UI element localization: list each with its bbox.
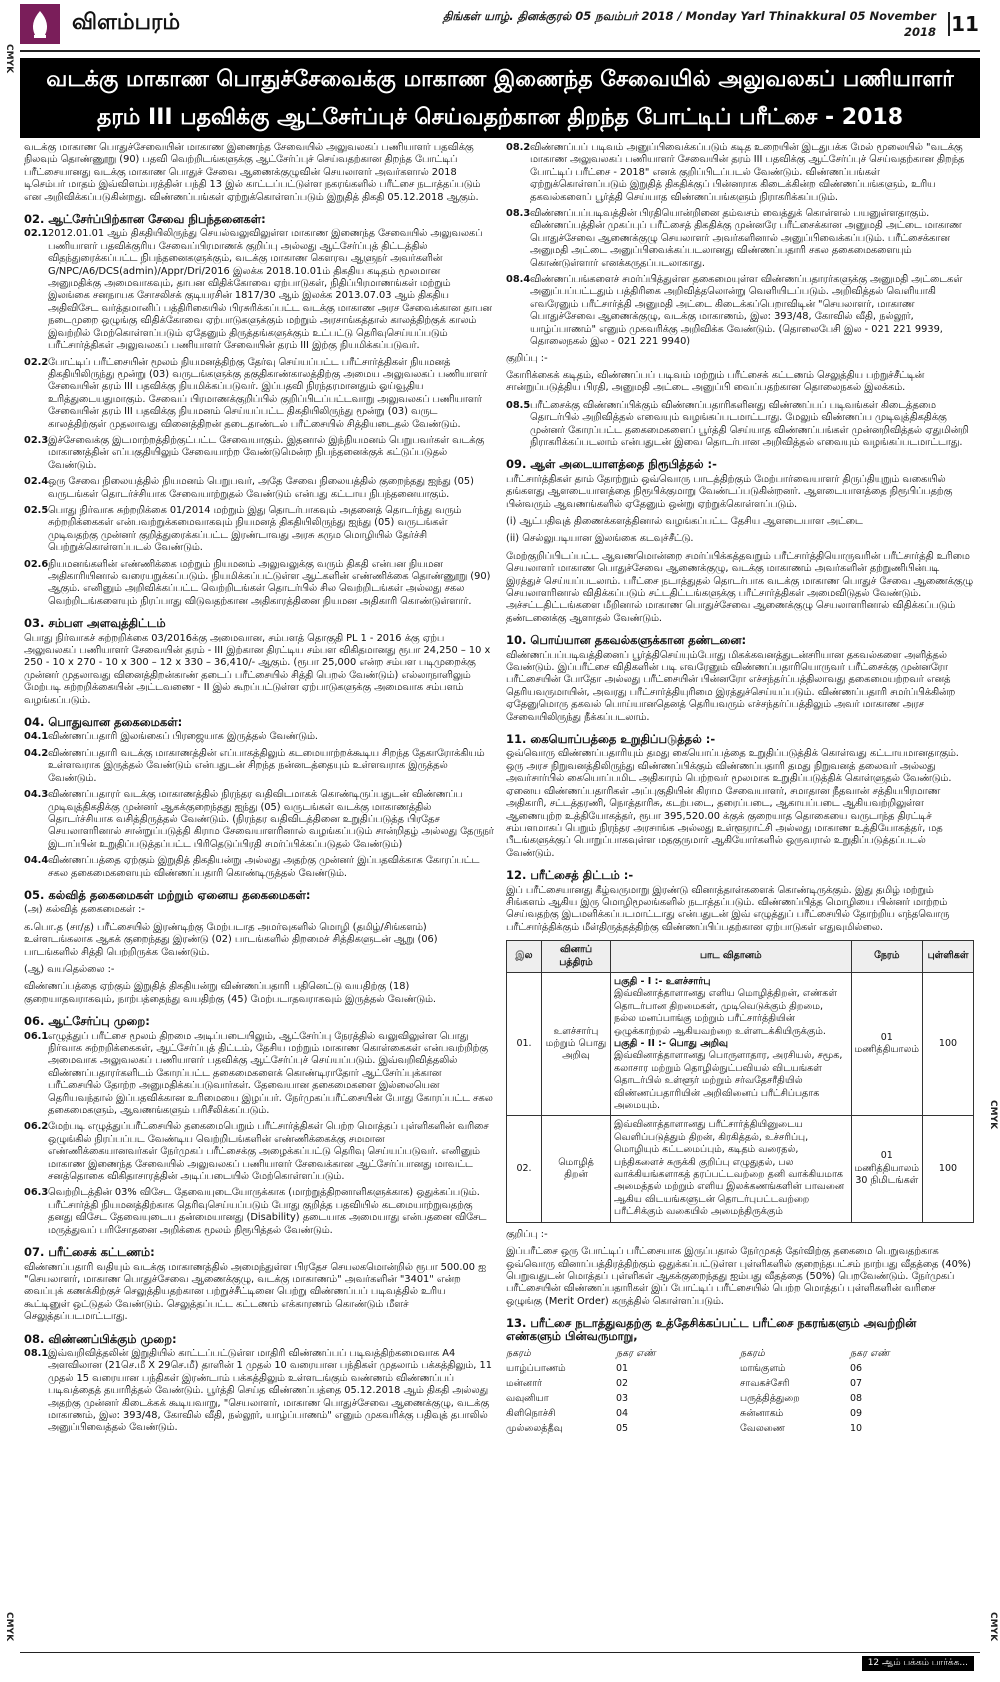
clause-text: எழுத்துப் பரீட்சை மூலம் திறமை அடிப்படையிலும், ஆட்சேர்ப்பு நேரத்தில் வலுவிலுள்ள பொது நிர்வாக சுற்றறிக்கைகள், ஆட்சேர்ப்புத் திட்டம், தேசிய மற்றும் மாகாண கொள்கைகள் என்பவற்றிற்கு அமைவாக அலுவலகப் பணியாளர் பதவிக்கு ஆட்சேர்ப்புச் செய்யப்படும். இவ்வறிவித்தலில் விண்ணப்பதாரர்களிடம் கோரப்பட்ட தகைமைகளைக் கொண்டிராதோர் ஆட்சேர்ப்புக்கான பரீட்சையில் தோற்ற அனுமதிக்கப்படுவார்கள். தேவையான தகைமைகளை இல்லையென தெரியவந்தால் இப்பதவிக்கான உரிமையை இழப்பர். நேர்முகப்பரீட்சையின் போது கோரப்பட்ட சகல தகைமைகளும், ஆவணங்களும் பரிசீலிக்கப்படும். xyxy=(48,1030,493,1117)
col-header-marks: புள்ளிகள் xyxy=(923,941,974,973)
newspaper-logo-icon xyxy=(20,4,60,44)
list-item xyxy=(740,1361,974,1376)
clause-number: 02.5 xyxy=(24,504,49,516)
age-limit-label: (ஆ) வயதெல்லை :- xyxy=(24,963,115,975)
centers-header xyxy=(740,1346,974,1361)
list-item xyxy=(506,1421,740,1436)
row-paper: உளச்சார்பு மற்றும் பொது அறிவு xyxy=(542,972,611,1115)
clause-number: 06.2 xyxy=(24,1121,49,1133)
dateline: திங்கள் யாழ். தினக்குரல் 05 நவம்பர் 2018 / Monday Yarl Thinakkural 05 November 2018 xyxy=(442,9,936,39)
note-1-label: குறிப்பு :- xyxy=(506,352,548,364)
section-05-heading: 05. கல்வித் தகைமைகள் மற்றும் ஏனைய தகைமைகள்: xyxy=(24,887,311,902)
clause-text: 2012.01.01 ஆம் திகதியிலிருந்து செயல்வலுவிலுள்ள மாகாண இணைந்த சேவையில் அலுவலகப் பணியாளர் பதவிக்குரிய சேவைப்பிரமாணக் குறிப்பு அல்லது ஆட்சேர்ப்புத் திட்டத்தில் விதந்துரைக்கப்பட்ட நிபந்தனைகளுக்கும், வடக்கு மாகாண கௌரவ ஆளுநர் அவர்களின் G/NPC/A6/DCS(admin)/Appr/Dri/2016 இலக்க 2018.10.01ம் திகதிய கடிதம் மூலமான அனுமதிக்கு அமைவாகவும், தாபன விதிக்கோவை ஏற்பாடுகள், நிதிப்பிரமாணங்கள் மற்றும் இலங்கை சனநாயக சோசலிசக் குடியரசின் 1817/30 ஆம் இலக்க 2013.07.03 ஆம் திகதிய அதிவிசேட வர்த்தமானிப் பத்திரிகையில் பிரசுரிக்கப்பட்ட வடக்கு மாகாண அரச சேவைக்கான தாபன நடைமுறை ஒழுங்கு விதிக்கோவை ஏற்பாடுகளுக்கும் மற்றும் அரசாங்கத்தால் காலத்திற்குக் காலம் இவற்றில் மேற்கொள்ளப்படும் ஏதேனும் திருத்தங்களுக்கும் உட்பட்டு தெரிவுசெய்யப்படும் பரீட்சார்த்திகள் அலுவலகப் பணியாளர் சேவையின் தரம் III இற்கு நியமிக்கப்படுவர். xyxy=(48,228,492,352)
cmyk-mark-top-right: CMYK xyxy=(988,1100,998,1130)
city-code: 06 xyxy=(850,1362,863,1374)
part-1-text: இவ்வினாத்தாளானது எளிய மொழித்திறன், எண்கள் தொடர்பான திறமைகள், முடிவெடுக்கும் திறமை, நல்ல மனப்பாங்கு மற்றும் பரீட்சார்த்தியின் ஒழுக்காற்றல் ஆகியவற்றை உள்ளடக்கியிருக்கும். xyxy=(614,988,837,1037)
clause-number: 04.1 xyxy=(24,731,49,743)
clause-text: விண்ணப்பப் படிவம் அனுப்பிவைக்கப்படும் கடித உறையின் இடதுபக்க மேல் மூலையில் "வடக்கு மாகாண அலுவலகப் பணியாளர் சேவையின் தரம் III பதவிக்கு ஆட்சேர்ப்புச் செய்வதற்கான திறந்த போட்டிப் பரீட்சை - 2018" எனக் குறிப்பிடப்படல் வேண்டும். விண்ணப்பங்கள் ஏற்றுக்கொள்ளப்படும் இறுதித் திகதிக்குப் பின்னராக கிடைக்கின்ற விண்ணப்பங்களும், உரிய தகவல்களைப் பூர்த்தி செய்யாத விண்ணப்பங்களும் நிராகரிக்கப்படும். xyxy=(530,142,965,203)
exam-scheme-table xyxy=(506,940,974,1223)
city-code: 01 xyxy=(616,1362,629,1374)
list-item xyxy=(740,1376,974,1391)
clause-number: 02.2 xyxy=(24,356,49,368)
code-header: நகர எண் xyxy=(850,1347,890,1359)
salary-scale-text: பொது நிர்வாகச் சுற்றறிக்கை 03/2016க்கு அமைவான, சம்பளத் தொகுதி PL 1 - 2016 க்கு ஏற்ப அலுவலகப் பணியாளர் சேவையின் தரம் - III இற்கான திரட்டிய சம்பள விகிதமானது ரூபா 24,250 – 10 x 250 - 10 x 270 - 10 x 300 – 12 x 330 – 36,410/- ஆகும். (ரூபா 25,000 என்ற சம்பள படிமுறைக்கு முன்னர் முதலாவது வினைத்திறன்காண் தடைப் பரீட்சையில் சித்தி பெறல் வேண்டும்) எல்லாநாளிலும் மேற்படி சுற்றறிக்கையின் அட்டவணை - II இல் கூறப்பட்டுள்ள ஏற்பாடுகளுக்கு அமைவாக சம்பளம் வழங்கப்படும். xyxy=(24,632,491,706)
clause-text: இச்சேவைக்கு இடமாற்றத்திற்குட்பட்ட சேவையாகும். இதனால் இந்நியமனம் பெறுபவர்கள் வடக்கு மாகாணத்தின் எப்பகுதியிலும் சேவையாற்ற வேண்டுமென்ற நிபந்தனைக்குக் கட்டுப்படுதல் வேண்டும். xyxy=(48,434,485,471)
section-06-heading: 06. ஆட்சேர்ப்பு முறை: xyxy=(24,1014,150,1029)
clause-number: 08.4 xyxy=(506,274,531,286)
list-item xyxy=(506,1361,740,1376)
clause-number: 02.3 xyxy=(24,434,49,446)
col-header-paper: வினாப் பத்திரம் xyxy=(542,941,611,973)
city-name: சுன்னாகம் xyxy=(740,1407,784,1419)
exam-scheme-text: இப் பரீட்சையானது கீழ்வருமாறு இரண்டு வினாத்தாள்களைக் கொண்டிருக்கும். இது தமிழ் மற்றும் சிங்களம் ஆகிய இரு மொழிமூலங்களில் நடாத்தப்படும். விண்ணப்பித்த மொழியை பின்னர் மாற்றம் செய்வதற்கு இடமளிக்கப்படமாட்டாது என்பதுடன் இவ் எழுத்துப் பரீட்சையில் தோற்றிய எந்தவொரு பரீட்சார்த்திக்கும் மீள்திருத்தத்திற்கு விண்ணப்பிப்பதற்கான ஏற்பாடுகள் எதுவுமில்லை. xyxy=(506,884,950,933)
row-syllabus xyxy=(611,972,852,1115)
section-02-heading: 02. ஆட்சேர்ப்பிற்கான சேவை நிபந்தனைகள்: xyxy=(24,212,266,227)
section-12-heading: 12. பரீட்சைத் திட்டம் :- xyxy=(506,868,634,883)
note-2-label: குறிப்பு :- xyxy=(506,1228,548,1240)
clause-number: 08.5 xyxy=(506,399,531,411)
clause-text: இவ்வறிவித்தலின் இறுதியில் காட்டப்பட்டுள்ள மாதிரி விண்ணப்பப் படிவத்திற்கமைவாக A4 அளவிலான (21செ.மீ X 29செ.மீ) தாளின் 1 முதல் 10 வரையான பந்திகள் முதலாம் பக்கத்திலும், 11 முதல் 15 வரையான பந்திகள் இரண்டாம் பக்கத்திலும் உள்ளடங்கும் வண்ணம் விண்ணப்பப் படிவத்தைத் தயாரித்தல் வேண்டும். பூர்த்தி செய்த விண்ணப்பத்தை 05.12.2018 ஆம் திகதி அல்லது அதற்கு முன்னர் கிடைக்கக் கூடியவாறு, "செயலாளர், மாகாண பொதுச்சேவை ஆணைக்குழு, வடக்கு மாகாணம், இல: 393/48, கோவில் வீதி, நல்லூர், யாழ்ப்பாணம்" எனும் முகவரிக்கு பதிவுத் தபாலில் அனுப்பிவைத்தல் வேண்டும். xyxy=(48,1347,492,1434)
clause-08-5 xyxy=(506,400,974,450)
list-item xyxy=(740,1391,974,1406)
centers-group-right xyxy=(740,1346,974,1436)
clause-02-2 xyxy=(24,357,494,431)
city-name: மன்னார் xyxy=(506,1377,542,1389)
clause-02-1 xyxy=(24,228,494,352)
clause-number: 02.6 xyxy=(24,558,49,570)
clause-06-2 xyxy=(24,1121,494,1183)
clause-text: விண்ணப்பப்படிவத்தின் பிரதியொன்றினை தம்வசம் வைத்துக் கொள்ளல் பயனுள்ளதாகும். விண்ணப்பத்தின் முகப்புப் பரீட்சைத் திகதிக்கு முன்னரே பரீட்சைக்கான அனுமதி அட்டை மாகாண பொதுச்சேவை ஆணைக்குழு செயலாளர் அவர்களினால் அனுப்பிவைக்கப்படும். பரீட்சைக்கான அனுமதி அட்டை அனுப்பிவைக்கப்படலானது விண்ணப்பதாரி சகல தகைமைகளையும் கொண்டுள்ளார் எனக்கருதப்படலாகாது. xyxy=(530,208,962,269)
clause-number: 08.2 xyxy=(506,142,531,153)
city-code: 04 xyxy=(616,1407,629,1419)
col-header-no: இல xyxy=(507,941,542,973)
clause-text: விண்ணப்பதாரி இலங்கைப் பிரஜையாக இருத்தல் வேண்டும். xyxy=(48,731,319,743)
cmyk-mark-top-left: CMYK xyxy=(4,44,14,74)
identity-doc-2: (ii) செல்லுபடியான இலங்கை கடவுச்சீட்டு. xyxy=(506,533,694,545)
city-code: 07 xyxy=(850,1377,863,1389)
section-09-heading: 09. ஆள் அடையாளத்தை நிரூபித்தல் :- xyxy=(506,457,717,472)
clause-text: பரீட்சைக்கு விண்ணப்பிக்கும் விண்ணப்பதாரிகளினது விண்ணப்பப் படிவங்கள் கிடைத்தமை தொடர்பில் அறிவித்தல் எவையும் வழங்கப்படமாட்டாது. மேலும் விண்ணப்ப முடிவுத்திகதிக்கு முன்னர் கோரப்பட்ட தகைமைகளைப் பூர்த்தி செய்யாத விண்ணப்பங்கள் முன்னறிவித்தல் ஏதுமின்றி நிராகரிக்கப்படலாம் என்பதுடன் இவை தொடர்பான அறிவித்தல் எவையும் வழங்கப்படமாட்டாது. xyxy=(530,399,969,448)
false-info-text: விண்ணப்பப்படிவத்தினைப் பூர்த்திசெய்யும்போது மிகக்கவனத்துடன்சரியான தகவல்களை அளித்தல் வேண்டும். இப்பரீட்சை விதிகளின் படி எவரேனும் விண்ணப்பதாரியொருவர் பரீட்சைக்கு முன்னரோ பரீட்சையின் போதோ அல்லது பரீட்சையின் பின்னரோ எச்சந்தர்ப்பத்திலாவது தகைமையற்றவர் எனத் தெரியவருமாயின், அவரது பரீட்சார்த்தியுரிமை இரத்துச்செய்யப்படும். விண்ணப்பதாரி சமர்ப்பிக்கின்ற ஏதேனுமொரு தகவல் பொய்யானதெனத் தெரியவரும் எச்சந்தர்ப்பத்திலும் அவர் மாகாண அரச சேவையிலிருந்து நீக்கப்படலாம். xyxy=(506,649,956,723)
clause-text: வெற்றிடத்தின் 03% விசேட தேவையுடையோருக்காக (மாற்றுத்திறனாளிகளுக்காக) ஒதுக்கப்படும். பரீட்சார்த்தி நியமனத்திற்காக தெரிவுசெய்யப்படும் போது குறித்த பதவியில் கடமையாற்றுவதற்கு தனது விசேட தேவையுடைய தன்மையானது (Disability) தடையாக அமையாது என்பதனை விசேட மருத்துவப் பரிசோதனை அறிக்கை மூலம் நிரூபித்தல் வேண்டும். xyxy=(48,1187,487,1236)
list-item xyxy=(506,1376,740,1391)
section-11-heading: 11. கையொப்பத்தை உறுதிப்படுத்தல் :- xyxy=(506,732,716,747)
clause-number: 02.4 xyxy=(24,476,49,488)
identity-text-2: மேற்குறிப்பிடப்பட்ட ஆவணமொன்றை சமர்ப்பிக்கத்தவறும் பரீட்சார்த்தியொருவரின் பரீட்சார்த்தி உரிமை செயலாளர் மாகாண பொதுச்சேவை ஆணைக்குழு, வடக்கு மாகாணம் அவர்களின் தற்றுணிபின்படி இரத்துச் செய்யப்படலாம். பரீட்சை நடாத்துதல் தொடர்பாக வடக்கு மாகாண பொதுச் சேவை ஆணைக்குழு செயலாளரினால் விதிக்கப்படும் சட்டதிட்டங்களுக்கு பரீட்சார்த்திகள் அமைவிடுதல் வேண்டும். அச்சட்டதிட்டங்களை மீறினால் மாகாண பொதுச்சேவை ஆணைக்குழு செயலாளரினால் விதிக்கப்படும் தண்டனைக்கு ஆளாதல் வேண்டும். xyxy=(506,550,973,624)
age-limit-text: விண்ணப்பத்தை ஏற்கும் இறுதித் திகதியன்று விண்ணப்பதாரி பதினெட்டு வயதிற்கு (18) குறையாதவராகவும், நாற்பத்தைந்து வயதிற்கு (45) மேற்படாதவராகவும் இருத்தல் வேண்டும். xyxy=(24,981,436,1005)
section-name: விளம்பரம் xyxy=(72,10,181,35)
section-10-heading: 10. பொய்யான தகவல்களுக்கான தண்டனை: xyxy=(506,633,747,648)
exam-centers xyxy=(506,1346,974,1436)
city-name: கிளிநொச்சி xyxy=(506,1407,556,1419)
section-08-heading: 08. விண்ணப்பிக்கும் முறை: xyxy=(24,1331,177,1346)
city-name: யாழ்ப்பாணம் xyxy=(506,1362,566,1374)
row-syllabus: இவ்வினாத்தாளானது பரீட்சார்த்தியினுடைய வெளிப்படுத்தும் திறன், கிரகித்தல், உச்சரிப்பு, மொழியும் கட்டமைப்பும், கடிதம் வரைதல், பந்திகளைச் சுருக்கி குறிப்பு எழுதுதல், பல வாக்கியங்களாகத் தரப்பட்டவற்றை தனி வாக்கியமாக அமைத்தல் மற்றும் எளிய இலக்கணங்களின் பாவனை ஆகிய விடயங்களுடன் தொடர்புபட்டவற்றை பரீட்சிக்கும் வகையில் அமைந்திருக்கும் xyxy=(611,1116,852,1222)
city-name: சாவகச்சேரி xyxy=(740,1377,790,1389)
section-07-heading: 07. பரீட்சைக் கட்டணம்: xyxy=(24,1245,155,1260)
list-item xyxy=(506,1391,740,1406)
clause-04-1 xyxy=(24,731,494,743)
row-marks: 100 xyxy=(923,1116,974,1222)
clause-number: 04.3 xyxy=(24,789,49,801)
clause-number: 08.3 xyxy=(506,208,531,220)
exam-fee-text: விண்ணப்பதாரி வதியும் வடக்கு மாகாணத்தில் அமைந்துள்ள பிரதேச செயலகமொன்றில் ரூபா 500.00 ஐ "செயலாளர், மாகாண பொதுச்சேவை ஆணைக்குழு, வடக்கு மாகாணம்" அவர்களின் "3401" என்ற வைப்புக் கணக்கிற்குச் செலுத்தியதற்கான பற்றுச்சீட்டினை பெற்று விண்ணப்பப் படிவத்தில் உரிய கூட்டினுள் ஒட்டுதல் வேண்டும். செலுத்தப்பட்ட கட்டணம் எக்காரணம் கொண்டும் மீளச் செலுத்தப்படமாட்டாது. xyxy=(24,1261,486,1323)
clause-text: ஒரு சேவை நிலையத்தில் நியமனம் பெறுபவர், அதே சேவை நிலையத்தில் குறைந்தது ஐந்து (05) வருடங்கள் தொடர்ச்சியாக சேவையாற்றுதல் வேண்டும் என்பது கட்டாய நிபந்தனையாகும். xyxy=(48,476,474,500)
clause-text: பொது நிர்வாக சுற்றறிக்கை 01/2014 மற்றும் இது தொடர்பாகவும் அதனைத் தொடர்ந்து வரும் சுற்றறிக்கைகள் என்பவற்றுக்கமைவாகவும் நியமனத் திகதியிலிருந்து ஐந்து (05) வருடங்கள் முடிவதற்கு முன்னர் குறித்துரைக்கப்பட்ட இரண்டாவது அரசு கரும மொழியில் தேர்ச்சி பெற்றுக்கொள்ளப்படல் வேண்டும். xyxy=(48,504,462,554)
clause-02-3 xyxy=(24,435,494,472)
city-name: வவுனியா xyxy=(506,1392,549,1404)
city-code: 02 xyxy=(616,1377,629,1389)
city-name: பருத்தித்துறை xyxy=(740,1392,800,1404)
headline-line-2: தரம் III பதவிக்கு ஆட்சேர்ப்புச் செய்வதற்கான திறந்த போட்டிப் பரீட்சை - 2018 xyxy=(96,105,904,130)
clause-text: விண்ணப்பத்தை ஏற்கும் இறுதித் திகதியன்று அல்லது அதற்கு முன்னர் இப்பதவிக்காக கோரப்பட்ட சகல தகைமைகளையும் விண்ணப்பதாரி கொண்டிருத்தல் வேண்டும். xyxy=(48,855,480,879)
clause-number: 02.1 xyxy=(24,228,49,240)
city-name: வேலணை xyxy=(740,1422,785,1434)
city-name: மாங்குளம் xyxy=(740,1362,786,1374)
city-code: 03 xyxy=(616,1392,629,1404)
clause-text: போட்டிப் பரீட்சையின் மூலம் நியமனத்திற்கு தேர்வு செய்யப்பட்ட பரீட்சார்த்திகள் நியமனத் திகதியிலிருந்து மூன்று (03) வருடங்களுக்கு தகுதிகாண்காலத்திற்கு அமைய அலுவலகப் பணியாளர் சேவையின் தரம் III பதவிக்கு நியமிக்கப்படுவர். இப்பதவி நிரந்தரமானதும் ஓய்வூதிய உரித்துடையதுமாகும். சேவைப் பிரமாணக்குறிப்பில் குறிப்பிடப்பட்டவாறு அலுவலகப் பணியாளர் சேவையின் தரம் III பதவிக்கு நியமனம் செய்யப்பட்ட திகதியிலிருந்து மூன்று (03) வருட காலத்திற்குள் முதலாவது வினைத்திறன் தடைதாண்டல் பரீட்சையில் சித்தியடைதல் வேண்டும். xyxy=(48,356,488,430)
clause-text: நியமனங்களின் எண்ணிக்கை மற்றும் நியமனம் அலுவலுக்கு வரும் திகதி என்பன நியமன அதிகாரியினால் வரையறுக்கப்படும். நியமிக்கப்பட்டுள்ள ஆட்களின் எண்ணிக்கை தொண்ணூறு (90) ஆகும். எனினும் அறிவிக்கப்பட்ட வெற்றிடங்கள் தொடர்பில் சில வெற்றிடங்கள் அல்லது சகல வெற்றிடங்களையும் நிரப்பாது விடுவதற்கான அதிகாரத்தினை நியமன அதிகாரி கொண்டுள்ளார். xyxy=(48,558,491,607)
clause-08-1 xyxy=(24,1348,494,1435)
col-header-time: நேரம் xyxy=(851,941,922,973)
masthead-rule xyxy=(20,50,980,52)
clause-number: 06.3 xyxy=(24,1187,49,1199)
right-column xyxy=(506,142,974,1648)
table-row xyxy=(507,972,974,1115)
headline-line-1: வடக்கு மாகாண பொதுச்சேவைக்கு மாகாண இணைந்த சேவையில் அலுவலகப் பணியாளர் xyxy=(46,67,954,92)
centers-group-left xyxy=(506,1346,740,1436)
city-code: 09 xyxy=(850,1407,863,1419)
row-marks: 100 xyxy=(923,972,974,1115)
note-1-text: கோரிக்கைக் கடிதம், விண்ணப்பப் படிவம் மற்றும் பரீட்சைக் கட்டணம் செலுத்திய பற்றுச்சீட்டின் சான்றுப்படுத்திய பிரதி, அனுமதி அட்டை அனுப்பி வைப்பதற்கான தொலைநகல் இலக்கம். xyxy=(506,369,925,394)
note-2-text: இப்பரீட்சை ஒரு போட்டிப் பரீட்சையாக இருப்பதால் நேர்முகத் தேர்விற்கு தகைமை பெறுவதற்காக ஒவ்வொரு வினாப்பத்திரத்திற்கும் ஒதுக்கப்பட்டுள்ள புள்ளிகளில் குறைந்தபட்சம் நாற்பது வீதத்தை (40%) பெறுவதுடன் மொத்தப் புள்ளிகள் ஆகக்குறைந்தது ஐம்பது வீதத்தை (50%) பெறவேண்டும். நேர்முகப் பரீட்சையின் விண்ணப்பதாரிகள் இப் போட்டிப் பரீட்சையில் பெற்ற மொத்தப் புள்ளிகளின் வரிசை ஒழுங்கு (Merit Order) கருத்தில் கொள்ளப்படும். xyxy=(506,1246,971,1307)
table-row xyxy=(507,1116,974,1222)
education-label: (அ) கல்வித் தகைமைகள் :- xyxy=(24,904,145,916)
clause-text: விண்ணப்பதாரி வடக்கு மாகாணத்தின் எப்பாகத்திலும் கடமையாற்றக்கூடிய சிறந்த தேகாரோக்கியம் உள்ளவராக இருத்தல் வேண்டும் என்பதுடன் சிறந்த நன்னடத்தையும் உள்ளவராக இருத்தல் வேண்டும். xyxy=(48,747,485,784)
city-code: 08 xyxy=(850,1392,863,1404)
intro-paragraph: வடக்கு மாகாண பொதுச்சேவையின் மாகாண இணைந்த சேவையில் அலுவலகப் பணியாளர் பதவிக்கு நிலவும் தொண்ணூறு (90) பதவி வெற்றிடங்களுக்கு ஆட்சேர்ப்புச் செய்வதற்கான திறந்த போட்டிப் பரீட்சையானது வடக்கு மாகாண பொதுச் சேவை ஆணைக்குழுவின் செயலாளர் அவர்களால் 2018 டிசெம்பர் மாதம் இவ்விளம்பரத்தின் பந்தி 13 இல் காட்டப்பட்டுள்ள நகரங்களில் பரீட்சை நடாத்தப்படும் என அறிவிக்கப்படுகின்றது. விண்ணப்பங்கள் ஏற்றுக்கொள்ளப்படும் இறுதித் திகதி 05.12.2018 ஆகும். xyxy=(24,142,481,203)
clause-04-4 xyxy=(24,855,494,880)
section-03-heading: 03. சம்பள அளவுத்திட்டம் xyxy=(24,616,166,631)
clause-08-3 xyxy=(506,208,974,270)
clause-number: 04.4 xyxy=(24,855,49,867)
row-no: 02. xyxy=(507,1116,542,1222)
clause-08-2 xyxy=(506,142,974,204)
clause-02-5 xyxy=(24,505,494,555)
clause-text: விண்ணப்பதாரர் வடக்கு மாகாணத்தில் நிரந்தர வதிவிடமாகக் கொண்டிருப்பதுடன் விண்ணப்ப முடிவுத்திகதிக்கு முன்னர் ஆகக்குறைந்தது ஐந்து (05) வருடங்கள் வடக்கு மாகாணத்தில் தொடர்ச்சியாக வசித்திருத்தல் வேண்டும். (நிரந்தர வதிவிடத்தினை உறுதிப்படுத்த பிரதேச செயலாளரினால் சான்றுப்படுத்தி கிராம சேவையாளரினால் வழங்கப்படும் சான்றிதழ் அல்லது தேருநர் இடாப்பின் உறுதிப்படுத்தப்பட்ட பிரிதெடுப்பிரதி சமர்ப்பிக்கப்படுதல் வேண்டும்) xyxy=(48,789,494,850)
clause-number: 08.1 xyxy=(24,1347,49,1359)
education-text: க.பொ.த (சா/த) பரீட்சையில் இரண்டிற்கு மேற்படாத அமர்வுகளில் மொழி (தமிழ்/சிங்களம்) உள்ளடங்கலாக ஆகக் குறைந்தது இரண்டு (02) பாடங்களில் திறமைச் சித்திகளுடன் ஆறு (06) பாடங்களில் சித்தி பெற்றிருக்க வேண்டும். xyxy=(24,921,438,958)
left-column xyxy=(24,142,494,1648)
clause-02-6 xyxy=(24,559,494,609)
part-1-title: பகுதி - I :- உளச்சார்பு xyxy=(614,975,711,987)
footer-rule xyxy=(20,1652,980,1653)
clause-number: 06.1 xyxy=(24,1030,49,1042)
clause-06-1 xyxy=(24,1031,494,1118)
clause-02-4 xyxy=(24,476,494,501)
city-code: 05 xyxy=(616,1422,629,1434)
clause-text: விண்ணப்பங்களைச் சமர்ப்பித்துள்ள தகைமையுள்ள விண்ணப்பதாரர்களுக்கு அனுமதி அட்டைகள் அனுப்பப்பட்டதும் பத்திரிகை அறிவித்தலொன்று வெளியிடப்படும். அறிவித்தல் வெளியாகி எவரேனும் பரீட்சார்த்தி அனுமதி அட்டை கிடைக்கப்பெறாவிடின் "செயலாளர், மாகாண பொதுச்சேவை ஆணைக்குழு, வடக்கு மாகாணம், இல: 393/48, கோவில் வீதி, நல்லூர், யாழ்ப்பாணம்" எனும் முகவரிக்கு அறிவிக்க வேண்டும். (தொலைபேசி இல - 021 221 9939, தொலைநகல் இல - 021 221 9940) xyxy=(530,274,963,348)
headline-banner xyxy=(20,58,980,138)
list-item xyxy=(506,1406,740,1421)
section-13-heading: 13. பரீட்சை நடாத்துவதற்கு உத்தேசிக்கப்பட்ட பரீட்சை நகரங்களும் அவற்றின் எண்களும் பின்வருமாறு, xyxy=(506,1316,917,1343)
clause-04-3 xyxy=(24,789,494,851)
clause-06-3 xyxy=(24,1187,494,1237)
centers-header xyxy=(506,1346,740,1361)
clause-text: மேற்படி எழுத்துப்பரீட்சையில் தகைமைபெறும் பரீட்சார்த்திகள் பெற்ற மொத்தப் புள்ளிகளின் வரிசை ஒழுங்கில் நிரப்பப்பட வேண்டிய வெற்றிடங்களின் எண்ணிக்கைக்கு சமமான எண்ணிக்கையானவர்கள் நேர்முகப் பரீட்சைக்கு அழைக்கப்பட்டு தெரிவு செய்யப்படுவர். எனினும் மாகாண இணைந்த சேவையில் அலுவலகப் பணியாளர் சேவைக்கான ஆட்சேர்ப்பானது மாவட்ட சனத்தொகை விகிதாசாரத்தின் அடிப்படையில் மேற்கொள்ளப்படும். xyxy=(48,1121,489,1183)
clause-04-2 xyxy=(24,748,494,785)
code-header: நகர எண் xyxy=(616,1347,656,1359)
masthead xyxy=(20,2,980,46)
row-time: 01 மணித்தியாலம் xyxy=(851,972,922,1115)
continued-tag: 12 ஆம் பக்கம் பார்க்க... xyxy=(862,1656,974,1671)
row-paper: மொழித் திறன் xyxy=(542,1116,611,1222)
city-name: முல்லைத்தீவு xyxy=(506,1422,563,1434)
part-2-text: இவ்வினாத்தாளானது பொருளாதார, அரசியல், சமூக, கலாசார மற்றும் தொழில்நுட்பவியல் விடயங்கள் தொடர்பில் உள்ளூர் மற்றும் சர்வதேசரீதியில் விண்ணப்பதாரியின் அறிவினைப் பரீட்சிப்பதாக அமையும். xyxy=(614,1050,843,1112)
cmyk-mark-bottom-left: CMYK xyxy=(4,1612,14,1642)
city-code: 10 xyxy=(850,1422,863,1434)
col-header-syllabus: பாட விதானம் xyxy=(611,941,852,973)
row-time: 01 மணித்தியாலம் 30 நிமிடங்கள் xyxy=(851,1116,922,1222)
list-item xyxy=(740,1406,974,1421)
city-header: நகரம் xyxy=(506,1347,531,1359)
cmyk-mark-bottom-right: CMYK xyxy=(988,1612,998,1642)
row-no: 01. xyxy=(507,972,542,1115)
part-2-title: பகுதி - II :- பொது அறிவு xyxy=(614,1038,729,1049)
signature-text: ஒவ்வொரு விண்ணப்பதாரியும் தமது கையொப்பத்தை உறுதிப்படுத்திக் கொள்வது கட்டாயமானதாகும். ஒரு அரச நிறுவனத்திலிருந்து விண்ணப்பிக்கும் விண்ணப்பதாரி தமது நிறுவனத் தலைவர் அல்லது அவர்சார்பில் கையொப்பமிட அதிகாரம் பெற்றவர் மூலமாக உறுதிப்படுத்திக் கொள்ளுதல் வேண்டும். ஏனைய விண்ணப்பதாரிகள் அப்புகுதியின் கிராம சேவையாளர், சமாதான நீதவான் சத்தியபிரமாண அதிகாரி, சட்டத்தரணி, நொத்தாரிசு, கடற்படை, தரைப்படை, ஆகாயப்படை ஆகியவற்றிலுள்ள ஆணையுற்ற உத்தியோகத்தர், ரூபா 395,520.00 க்குக் குறையாத தொகையை வருடாந்த திரட்டிச் சம்பளமாகப் பெறும் நிரந்தர அரசாங்க அல்லது உள்ளூராட்சி அல்லது மாகாண உத்தியோகத்தர், மத பீடங்களுக்குப் பொறுப்பாகவுள்ள மதகுருமார் ஆகியோர்களில் ஒருவரால் உறுதிப்படுத்தப்படல் வேண்டும். xyxy=(506,748,959,859)
clause-08-4 xyxy=(506,274,974,348)
city-header: நகரம் xyxy=(740,1347,765,1359)
page-number: 11 xyxy=(948,12,980,36)
table-header-row xyxy=(507,941,974,973)
list-item xyxy=(740,1421,974,1436)
identity-doc-1: (i) ஆட்பதிவுத் திணைக்களத்தினால் வழங்கப்பட்ட தேசிய ஆளடையாள அட்டை xyxy=(506,515,863,527)
identity-text: பரீட்சார்த்திகள் தாம் தோற்றும் ஒவ்வொரு பாடத்திற்கும் மேற்பார்வையாளர் திருப்தியுறும் வகையில் தங்களது ஆளடையாளத்தை நிரூபிக்குமாறு வேண்டப்படுகின்றனர். ஆளடையாளத்தை நிரூபிப்பதற்கு பின்வரும் ஆவணங்களில் ஏதேனும் ஒன்று ஏற்றுக்கொள்ளப்படும். xyxy=(506,473,953,510)
section-04-heading: 04. பொதுவான தகைமைகள்: xyxy=(24,715,183,730)
clause-number: 04.2 xyxy=(24,747,49,759)
